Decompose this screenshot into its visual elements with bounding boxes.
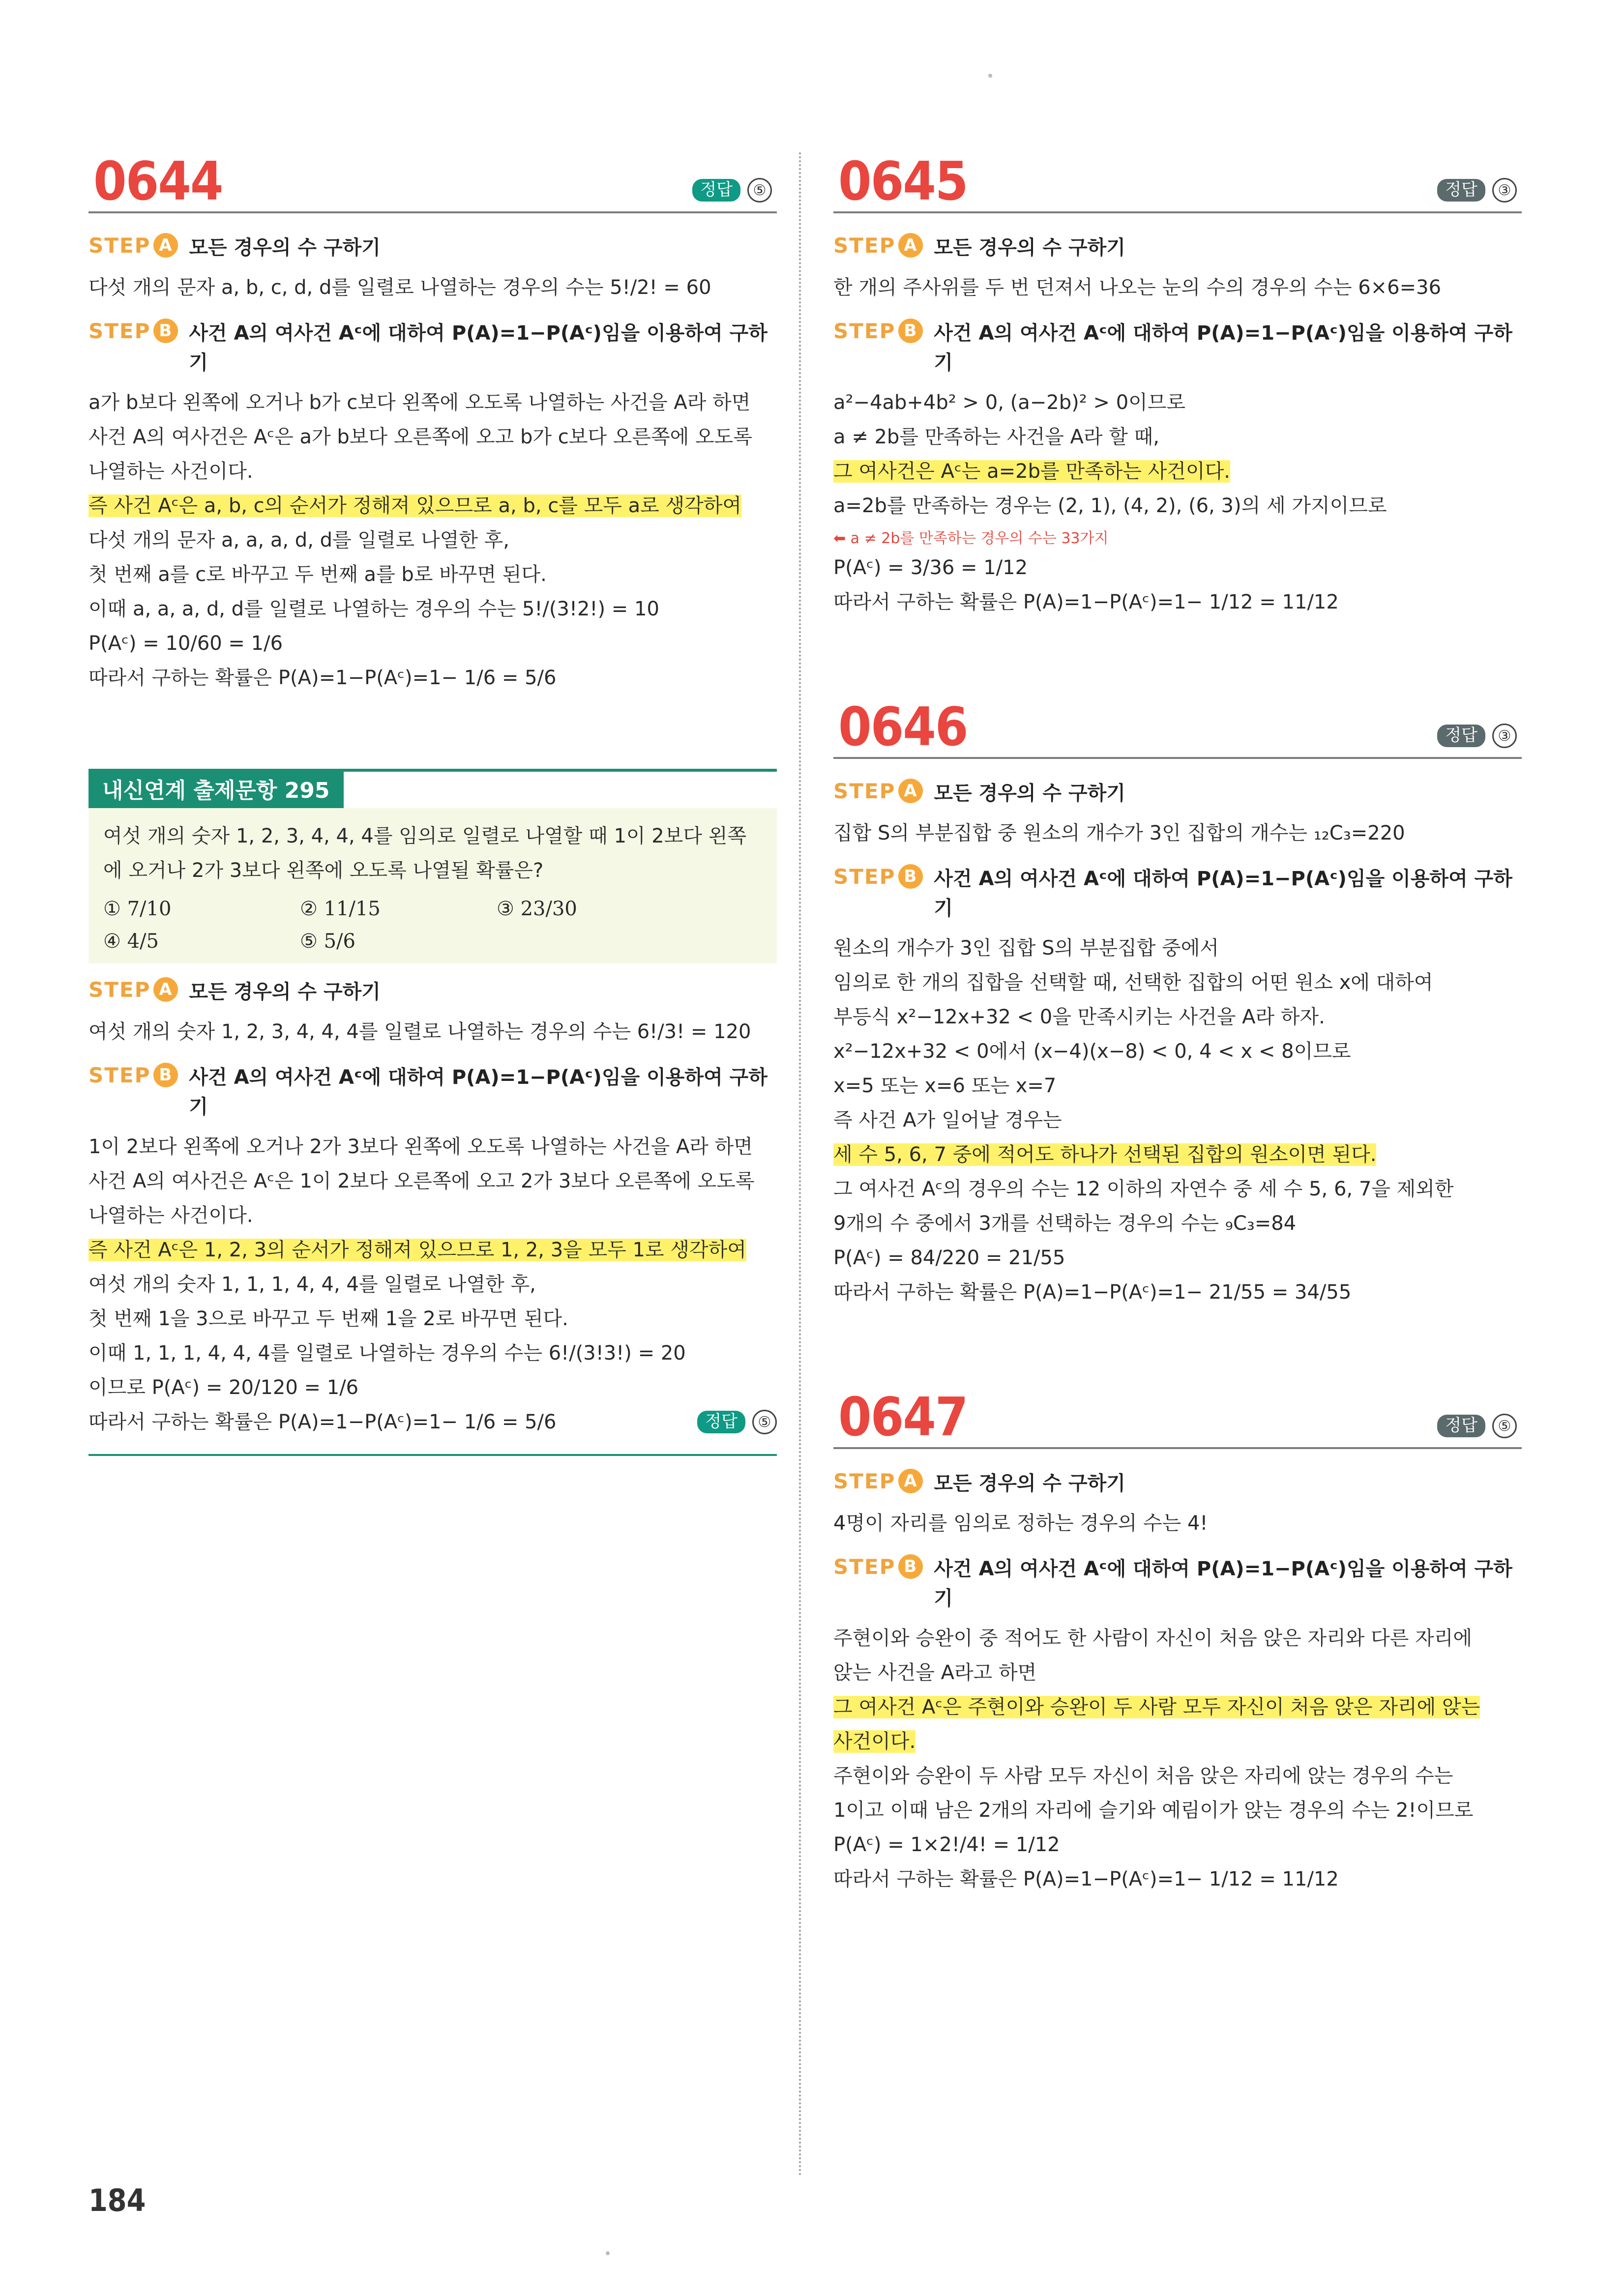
step-a-letter-icon: A <box>153 233 178 258</box>
step-b <box>89 319 777 378</box>
step-a-title: 모든 경우의 수 구하기 <box>934 782 1125 805</box>
solution-line: 원소의 개수가 3인 집합 S의 부분집합 중에서 <box>833 937 1219 959</box>
step-a <box>89 977 777 1007</box>
problem-header <box>833 147 1522 213</box>
column-divider <box>799 152 801 2178</box>
left-column <box>89 147 777 1456</box>
solution-line: a가 b보다 왼쪽에 오거나 b가 c보다 왼쪽에 오도록 나열하는 사건을 A라 하면 <box>89 391 751 414</box>
answer-value: ⑤ <box>747 178 772 203</box>
choice-2: ② 11/15 <box>300 898 381 920</box>
solution-line: 9개의 수 중에서 3개를 선택하는 경우의 수는 ₉C₃=84 <box>833 1212 1297 1235</box>
solution-line: 1이 2보다 왼쪽에 오거나 2가 3보다 왼쪽에 오도록 나열하는 사건을 A라 하면 <box>89 1135 753 1158</box>
solution-line: 주현이와 승완이 두 사람 모두 자신이 처음 앉은 자리에 앉는 경우의 수는 <box>833 1765 1453 1787</box>
step-b-letter-icon: B <box>898 1554 923 1579</box>
step-a <box>833 233 1522 262</box>
solution-line: x²−12x+32 < 0에서 (x−4)(x−8) < 0, 4 < x < 8이므로 <box>833 1040 1351 1063</box>
solution-line: 따라서 구하는 확률은 P(A)=1−P(Aᶜ)=1− 1/12 = 11/12 <box>833 1868 1339 1890</box>
problem-header <box>833 1383 1522 1449</box>
choice-1: ① 7/10 <box>103 898 172 920</box>
solution-line: 다섯 개의 문자 a, b, c, d, d를 일렬로 나열하는 경우의 수는 5!/2! = 60 <box>89 276 711 299</box>
solution-line: 사건 A의 여사건은 Aᶜ은 a가 b보다 오른쪽에 오고 b가 c보다 오른쪽에 오도록 <box>89 426 752 448</box>
answer-badge: 정답 <box>1437 725 1485 747</box>
solution-line: 다섯 개의 문자 a, a, a, d, d를 일렬로 나열한 후, <box>89 529 509 552</box>
solution-line: 임의로 한 개의 집합을 선택할 때, 선택한 집합의 어떤 원소 x에 대하여 <box>833 971 1433 994</box>
step-b <box>89 1063 777 1122</box>
solution-line-highlighted: 그 여사건은 Aᶜ는 a=2b를 만족하는 사건이다. <box>833 460 1230 483</box>
answer-area <box>1437 178 1517 203</box>
answer-value: ⑤ <box>1492 1414 1517 1438</box>
problem-0645 <box>833 147 1522 619</box>
answer-area <box>697 1410 777 1434</box>
final-line <box>89 1405 777 1439</box>
solution-line: 1이고 이때 남은 2개의 자리에 슬기와 예림이가 앉는 경우의 수는 2!이므로 <box>833 1799 1474 1822</box>
problem-header <box>833 693 1522 759</box>
step-a-title: 모든 경우의 수 구하기 <box>934 1472 1125 1495</box>
solution-line-highlighted: 그 여사건 Aᶜ은 주현이와 승완이 두 사람 모두 자신이 처음 앉은 자리에 앉는 <box>833 1696 1480 1718</box>
step-b-title: 사건 A의 여사건 Aᶜ에 대하여 P(A)=1−P(Aᶜ)임을 이용하여 구하기 <box>189 322 768 374</box>
box-bottom-rule <box>89 1454 777 1456</box>
problem-number: 0645 <box>838 151 968 212</box>
step-a-tag: STEP A <box>833 1469 923 1493</box>
answer-area <box>1437 1414 1517 1438</box>
problem-0644 <box>89 147 777 695</box>
answer-area <box>692 178 772 203</box>
step-b <box>833 1554 1522 1613</box>
solution-line: 4명이 자리를 임의로 정하는 경우의 수는 4! <box>833 1512 1208 1535</box>
solution-line: P(Aᶜ) = 3/36 = 1/12 <box>833 556 1028 579</box>
step-a-title: 모든 경우의 수 구하기 <box>934 236 1125 259</box>
step-a-title: 모든 경우의 수 구하기 <box>189 981 381 1003</box>
step-a-letter-icon: A <box>898 779 923 803</box>
solution-line: x=5 또는 x=6 또는 x=7 <box>833 1075 1057 1097</box>
problem-number: 0644 <box>93 151 223 212</box>
problem-number: 0647 <box>838 1387 968 1448</box>
problem-0647 <box>833 1383 1522 1896</box>
solution-line: 따라서 구하는 확률은 P(A)=1−P(Aᶜ)=1− 1/6 = 5/6 <box>89 1411 557 1433</box>
step-b <box>833 864 1522 923</box>
step-a-letter-icon: A <box>898 233 923 258</box>
question-line: 여섯 개의 숫자 1, 2, 3, 4, 4, 4를 임의로 일렬로 나열할 때 1이 2보다 왼쪽 <box>103 825 746 847</box>
step-b-tag: STEP B <box>833 319 923 343</box>
answer-badge: 정답 <box>1437 179 1485 201</box>
step-a-letter-icon: A <box>898 1469 923 1493</box>
solution-line-highlighted: 즉 사건 Aᶜ은 1, 2, 3의 순서가 정해져 있으므로 1, 2, 3을 모두 1로 생각하여 <box>89 1239 746 1261</box>
solution-line: 따라서 구하는 확률은 P(A)=1−P(Aᶜ)=1− 1/12 = 11/12 <box>833 591 1339 613</box>
step-a-tag: STEP A <box>833 779 923 803</box>
print-dot <box>988 74 992 78</box>
solution-line: 따라서 구하는 확률은 P(A)=1−P(Aᶜ)=1− 21/55 = 34/55 <box>833 1281 1352 1304</box>
solution-line: 즉 사건 A가 일어날 경우는 <box>833 1109 1062 1132</box>
step-a-letter-icon: A <box>153 977 178 1002</box>
print-dot <box>606 2251 610 2255</box>
step-b-tag: STEP B <box>89 1063 178 1087</box>
answer-badge: 정답 <box>692 179 740 201</box>
solution-line: 한 개의 주사위를 두 번 던져서 나오는 눈의 수의 경우의 수는 6×6=36 <box>833 276 1442 299</box>
answer-value: ③ <box>1492 724 1517 748</box>
box-question <box>89 808 777 963</box>
step-b-title: 사건 A의 여사건 Aᶜ에 대하여 P(A)=1−P(Aᶜ)임을 이용하여 구하기 <box>189 1066 768 1118</box>
linked-exam-box <box>89 769 777 1456</box>
step-b-tag: STEP B <box>833 1554 923 1579</box>
step-a <box>833 779 1522 808</box>
solution-line-highlighted: 즉 사건 Aᶜ은 a, b, c의 순서가 정해져 있으므로 a, b, c를 모두 a로 생각하여 <box>89 494 742 517</box>
solution-line-highlighted: 세 수 5, 6, 7 중에 적어도 하나가 선택된 집합의 원소이면 된다. <box>833 1143 1377 1166</box>
step-a-tag: STEP A <box>89 977 178 1002</box>
solution-line: P(Aᶜ) = 1×2!/4! = 1/12 <box>833 1833 1060 1856</box>
solution-line: a ≠ 2b를 만족하는 사건을 A라 할 때, <box>833 426 1159 448</box>
step-b-tag: STEP B <box>833 864 923 889</box>
solution-line-highlighted: 사건이다. <box>833 1730 916 1753</box>
step-a-tag: STEP A <box>833 233 923 258</box>
solution-line: 이때 a, a, a, d, d를 일렬로 나열하는 경우의 수는 5!/(3!2!) = 10 <box>89 598 659 620</box>
problem-header <box>89 147 777 213</box>
choice-5: ⑤ 5/6 <box>300 930 355 953</box>
solution-line: P(Aᶜ) = 84/220 = 21/55 <box>833 1247 1065 1269</box>
problem-0646 <box>833 693 1522 1309</box>
solution-line: 나열하는 사건이다. <box>89 1204 253 1227</box>
step-b <box>833 319 1522 378</box>
solution-line: 첫 번째 a를 c로 바꾸고 두 번째 a를 b로 바꾸면 된다. <box>89 563 547 586</box>
step-b-title: 사건 A의 여사건 Aᶜ에 대하여 P(A)=1−P(Aᶜ)임을 이용하여 구하기 <box>934 322 1512 374</box>
solution-line: 앉는 사건을 A라고 하면 <box>833 1661 1037 1684</box>
problem-number: 0646 <box>838 697 968 758</box>
solution-line: 부등식 x²−12x+32 < 0을 만족시키는 사건을 A라 하자. <box>833 1006 1325 1028</box>
solution-line: 여섯 개의 숫자 1, 1, 1, 4, 4, 4를 일렬로 나열한 후, <box>89 1273 536 1296</box>
answer-value: ⑤ <box>752 1410 777 1434</box>
step-a-title: 모든 경우의 수 구하기 <box>189 236 381 259</box>
solution-line: 그 여사건 Aᶜ의 경우의 수는 12 이하의 자연수 중 세 수 5, 6, 7을 제외한 <box>833 1178 1454 1200</box>
right-column <box>833 147 1522 1970</box>
step-b-title: 사건 A의 여사건 Aᶜ에 대하여 P(A)=1−P(Aᶜ)임을 이용하여 구하기 <box>934 1558 1512 1610</box>
step-b-letter-icon: B <box>153 319 178 343</box>
side-note: ⬅ a ≠ 2b를 만족하는 경우의 수는 33가지 <box>833 530 1109 547</box>
answer-area <box>1437 724 1517 748</box>
answer-badge: 정답 <box>697 1411 745 1433</box>
choices <box>103 898 762 953</box>
choice-4: ④ 4/5 <box>103 930 159 953</box>
solution-line: 이때 1, 1, 1, 4, 4, 4를 일렬로 나열하는 경우의 수는 6!/(3!3!) = 20 <box>89 1342 686 1365</box>
solution-line: 사건 A의 여사건은 Aᶜ은 1이 2보다 오른쪽에 오고 2가 3보다 오른쪽에 오도록 <box>89 1170 755 1192</box>
choice-3: ③ 23/30 <box>497 898 577 920</box>
box-tab: 내신연계 출제문항 295 <box>89 769 344 808</box>
solution-line: 이므로 P(Aᶜ) = 20/120 = 1/6 <box>89 1376 359 1399</box>
answer-badge: 정답 <box>1437 1415 1485 1437</box>
step-b-tag: STEP B <box>89 319 178 343</box>
answer-value: ③ <box>1492 178 1517 203</box>
solution-line: 따라서 구하는 확률은 P(A)=1−P(Aᶜ)=1− 1/6 = 5/6 <box>89 667 557 689</box>
solution-line: 여섯 개의 숫자 1, 2, 3, 4, 4, 4를 일렬로 나열하는 경우의 수는 6!/3! = 120 <box>89 1020 751 1043</box>
solution-line: a=2b를 만족하는 경우는 (2, 1), (4, 2), (6, 3)의 세 가지이므로 <box>833 494 1387 517</box>
step-b-letter-icon: B <box>898 319 923 343</box>
solution-line: 나열하는 사건이다. <box>89 460 253 483</box>
solution-line: 첫 번째 1을 3으로 바꾸고 두 번째 1을 2로 바꾸면 된다. <box>89 1308 568 1330</box>
question-line: 에 오거나 2가 3보다 왼쪽에 오도록 나열될 확률은? <box>103 859 544 882</box>
step-a <box>833 1469 1522 1498</box>
page-number: 184 <box>89 2182 146 2218</box>
solution-line: a²−4ab+4b² > 0, (a−2b)² > 0이므로 <box>833 391 1186 414</box>
solution-line: P(Aᶜ) = 10/60 = 1/6 <box>89 632 283 655</box>
step-a <box>89 233 777 262</box>
step-b-letter-icon: B <box>153 1063 178 1087</box>
step-b-letter-icon: B <box>898 864 923 889</box>
step-a-tag: STEP A <box>89 233 178 258</box>
solution-line: 주현이와 승완이 중 적어도 한 사람이 자신이 처음 앉은 자리와 다른 자리에 <box>833 1627 1473 1650</box>
step-b-title: 사건 A의 여사건 Aᶜ에 대하여 P(A)=1−P(Aᶜ)임을 이용하여 구하기 <box>934 868 1512 920</box>
solution-line: 집합 S의 부분집합 중 원소의 개수가 3인 집합의 개수는 ₁₂C₃=220 <box>833 822 1405 844</box>
